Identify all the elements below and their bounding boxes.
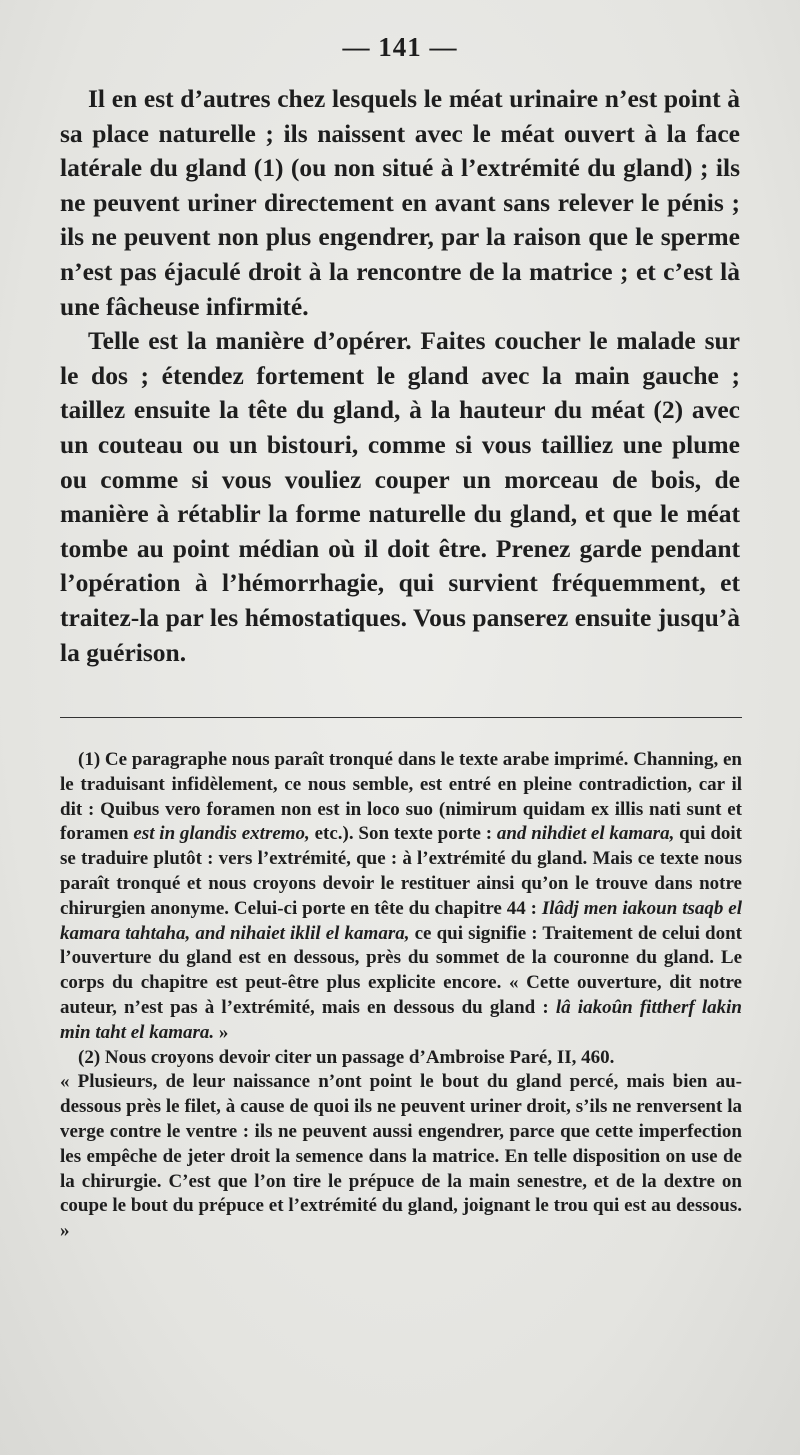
footnote-1-text-b: etc.). Son texte porte : xyxy=(309,823,497,845)
footnote-1-text-e: » xyxy=(214,1021,229,1043)
paragraph-1: Il en est d’autres chez lesquels le méat urinaire n’est point à sa place naturelle ; ils naissent avec le méat ouvert à la face latérale du gland (1) (ou non situé à l’extrémité du gland) ; ils ne peuvent uriner directement en avant sans relever le pénis ; ils ne peuvent non plus engendrer, par la raison que le sperme n’est pas éjaculé droit à la rencontre de la matrice ; et c’est là une fâcheuse infirmité. xyxy=(60,84,740,321)
footnote-1-text-d: ce qui signifie : Traitement de celui dont l’ouverture du gland est en dessous, près du sommet de la couronne du gland. Le corps du chapitre est peut-être plus explicite encore. « Cette ouverture, dit notre auteur, n’est pas à l’extrémité, mais en dessous du gland : xyxy=(60,922,742,1018)
footnote-1-italic-4: lâ iakoûn fittherf lakin min taht el kamara. xyxy=(60,996,742,1043)
footnote-2-quote: « Plusieurs, de leur naissance n’ont point le bout du gland percé, mais bien au-dessous près le filet, à cause de quoi ils ne peuvent uriner droit, s’ils ne renversent la verge contre le ventre : ils ne peuvent aussi engendrer, parce que cette imperfection les empêche de jeter droit la semence dans la matrice. En telle disposition on use de la chirurgie. C’est que l’on tire le prépuce de la main senestre, et de la dextre on coupe le bout du prépuce et l’extrémité du gland, joignant le trou qui est au dessous. » xyxy=(60,1071,742,1242)
footnote-1-italic-3: Ilâdj men iakoun tsaqb el kamara tahtaha, and nihaiet iklil el kamara, xyxy=(60,897,742,944)
main-text xyxy=(60,82,740,670)
footnote-1-italic-1: est in glandis extremo, xyxy=(133,823,310,845)
paragraph-2: Telle est la manière d’opérer. Faites coucher le malade sur le dos ; étendez fortement le gland avec la main gauche ; taillez ensuite la tête du gland, à la hauteur du méat (2) avec un couteau ou un bistouri, comme si vous tailliez une plume ou comme si vous vouliez couper un morceau de bois, de manière à rétablir la forme naturelle du gland, et que le méat tombe au point médian où il doit être. Prenez garde pendant l’opération à l’hémorrhagie, qui survient fréquemment, et traitez-la par les hémostatiques. Vous panserez ensuite jusqu’à la guérison. xyxy=(60,326,740,667)
page-number: — 141 — xyxy=(342,32,458,62)
footnote-1-italic-2: and nihdiet el kamara, xyxy=(496,823,675,845)
footnote-separator xyxy=(60,717,742,718)
footnotes xyxy=(60,748,742,1244)
footnote-1-text-a: (1) Ce paragraphe nous paraît tronqué dans le texte arabe imprimé. Channing, en le traduisant infidèlement, ce nous semble, est entré en pleine contradiction, car il dit : Quibus vero foramen non est in loco suo (nimirum quidam ex illis nati sunt et foramen xyxy=(60,749,742,845)
footnote-1-text-c: qui doit se traduire plutôt : vers l’extrémité, que : à l’extrémité du gland. Mais ce texte nous paraît tronqué et nous croyons devoir le restituer ainsi qu’on le trouve dans notre chirurgien anonyme. Celui-ci porte en tête du chapitre 44 : xyxy=(60,823,742,919)
footnote-2-intro: (2) Nous croyons devoir citer un passage d’Ambroise Paré, II, 460. xyxy=(78,1046,615,1068)
footnote-1 xyxy=(60,748,742,1046)
